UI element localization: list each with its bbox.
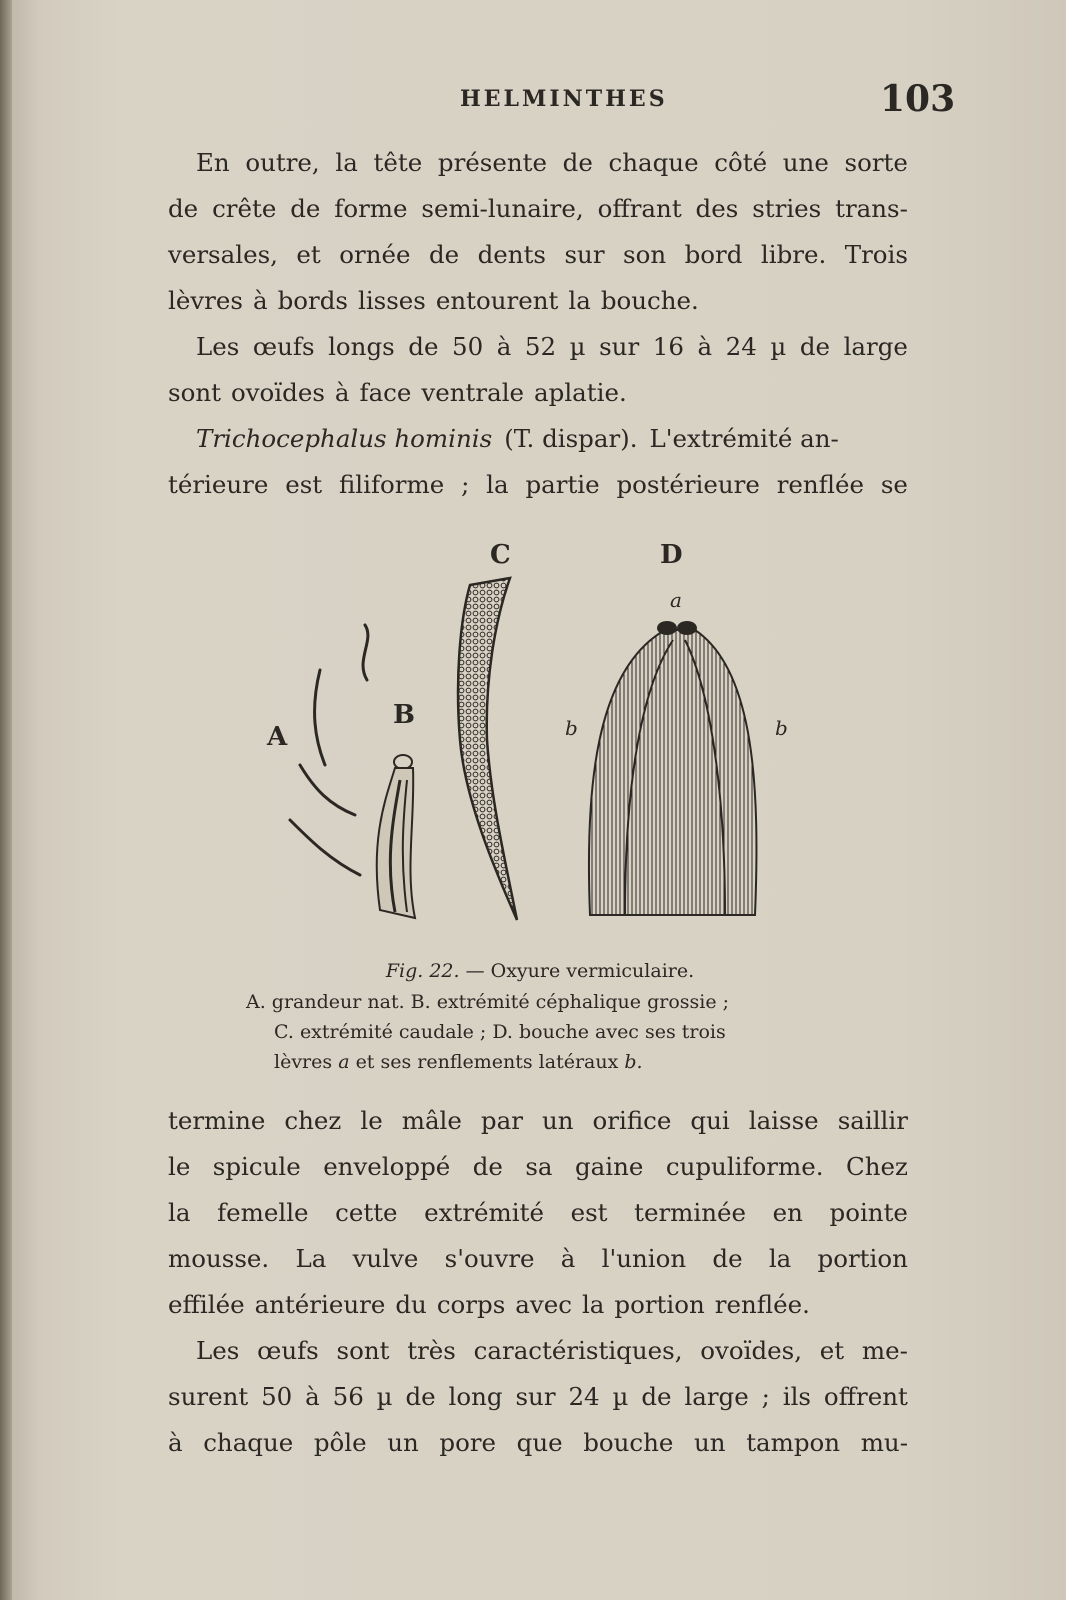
word: ventrale xyxy=(421,378,525,407)
word: une xyxy=(782,148,829,177)
word: stries xyxy=(752,194,822,223)
word: large xyxy=(843,332,908,361)
caption-title-line xyxy=(240,955,840,987)
word: µ xyxy=(569,332,586,361)
caption-line-3 xyxy=(240,1047,840,1077)
word: sur xyxy=(515,1382,556,1411)
word: semi-lunaire, xyxy=(421,194,584,223)
word: face xyxy=(359,378,412,407)
text-line xyxy=(168,462,908,508)
text-line xyxy=(168,1144,908,1190)
word: sont xyxy=(168,378,221,407)
word: la xyxy=(768,1244,792,1273)
word: de xyxy=(641,1382,672,1411)
word: en xyxy=(772,1198,803,1227)
figure-label-a: A xyxy=(267,722,288,752)
word: cupuliforme. xyxy=(665,1152,824,1181)
word: enveloppé xyxy=(323,1152,451,1181)
word: sa xyxy=(525,1152,553,1181)
word: l'union xyxy=(601,1244,687,1273)
caption-italic-a: a xyxy=(338,1051,350,1073)
word: entourent xyxy=(435,286,559,315)
word: surent xyxy=(168,1382,249,1411)
word: Les xyxy=(196,1336,240,1365)
word: de xyxy=(712,1244,743,1273)
word: femelle xyxy=(217,1198,309,1227)
word: termine xyxy=(168,1106,266,1135)
word: libre. xyxy=(760,240,827,269)
word: outre, xyxy=(245,148,320,177)
word: sorte xyxy=(844,148,908,177)
text-line xyxy=(168,232,908,278)
word: à xyxy=(252,286,268,315)
text-line xyxy=(168,1098,908,1144)
word: la xyxy=(168,1198,191,1227)
word: mâle xyxy=(401,1106,462,1135)
word: filiforme xyxy=(338,470,445,499)
word: pore xyxy=(439,1428,497,1457)
word: large xyxy=(684,1382,749,1411)
word: que xyxy=(516,1428,563,1457)
figure-caption xyxy=(240,955,840,1077)
word: 24 xyxy=(725,332,757,361)
word: très xyxy=(407,1336,456,1365)
page-number: 103 xyxy=(880,78,956,120)
word: ovoïdes, xyxy=(700,1336,802,1365)
word: de xyxy=(428,240,460,269)
word: 16 xyxy=(652,332,684,361)
word: versales, xyxy=(168,240,278,269)
word: à xyxy=(697,332,713,361)
caption-italic-b: b. xyxy=(624,1051,643,1073)
word: partie xyxy=(525,470,600,499)
word: pôle xyxy=(313,1428,367,1457)
word: et xyxy=(819,1336,845,1365)
word: à xyxy=(334,378,350,407)
caption-text: et ses renflements latéraux xyxy=(355,1051,619,1073)
word: chez xyxy=(284,1106,342,1135)
top-text-block xyxy=(168,140,908,508)
bottom-text-block xyxy=(168,1098,908,1466)
word: à xyxy=(560,1244,576,1273)
word: des xyxy=(695,194,739,223)
word: le xyxy=(360,1106,383,1135)
species-name: Trichocephalus hominis xyxy=(196,424,493,453)
figure-label-b: B xyxy=(393,700,415,730)
word: 24 xyxy=(568,1382,600,1411)
word: par xyxy=(480,1106,523,1135)
word: caractéristiques, xyxy=(473,1336,683,1365)
word: tête xyxy=(373,148,423,177)
word: sur xyxy=(564,240,605,269)
running-head: HELMINTHES xyxy=(460,86,668,112)
word: longs xyxy=(328,332,395,361)
word: saillir xyxy=(837,1106,908,1135)
word: µ xyxy=(612,1382,629,1411)
text-line xyxy=(168,1374,908,1420)
word: œufs xyxy=(257,1336,319,1365)
figure-label-d: D xyxy=(660,540,683,570)
word: œufs xyxy=(252,332,315,361)
word: de xyxy=(290,194,321,223)
text-line xyxy=(168,1328,908,1374)
word: un xyxy=(387,1428,419,1457)
word: cette xyxy=(335,1198,398,1227)
word: ils xyxy=(782,1382,811,1411)
word: portion xyxy=(817,1244,908,1273)
word: renflée. xyxy=(714,1290,810,1319)
word: aplatie. xyxy=(534,378,627,407)
word: 50 xyxy=(261,1382,293,1411)
text-line xyxy=(168,1236,908,1282)
word: postérieure xyxy=(616,470,760,499)
word: bouche xyxy=(583,1428,674,1457)
word: est xyxy=(285,470,323,499)
word: laisse xyxy=(748,1106,819,1135)
word: bords xyxy=(277,286,348,315)
word: crête xyxy=(212,194,277,223)
word: tampon xyxy=(746,1428,841,1457)
cephalic-extremity xyxy=(377,755,415,918)
word: trans- xyxy=(835,194,908,223)
word: long xyxy=(448,1382,503,1411)
text-line xyxy=(168,370,908,416)
figure-illustration xyxy=(255,540,815,940)
word: à xyxy=(305,1382,320,1411)
word: présente xyxy=(437,148,547,177)
text-line xyxy=(168,278,908,324)
word: 50 xyxy=(452,332,484,361)
figure-label-right-swelling: b xyxy=(775,716,788,740)
word: orifice xyxy=(592,1106,672,1135)
word: µ xyxy=(770,332,787,361)
word: térieure xyxy=(168,470,269,499)
figure-label-mouth: a xyxy=(670,588,682,612)
caption-title: — Oxyure vermiculaire. xyxy=(465,960,695,982)
word: et xyxy=(296,240,321,269)
word: corps xyxy=(436,1290,506,1319)
word: la xyxy=(486,470,509,499)
text-line xyxy=(168,1282,908,1328)
word: de xyxy=(472,1152,503,1181)
word: mu- xyxy=(860,1428,908,1457)
mouth-detail xyxy=(589,621,757,915)
word: forme xyxy=(334,194,408,223)
word: le xyxy=(168,1152,191,1181)
word: côté xyxy=(714,148,768,177)
word: ; xyxy=(761,1382,770,1411)
page-gutter xyxy=(0,0,12,1600)
word: à xyxy=(496,332,512,361)
word: la xyxy=(335,148,358,177)
word: ; xyxy=(461,470,470,499)
word: son xyxy=(623,240,667,269)
worm-natural-size xyxy=(290,625,368,875)
word: Trois xyxy=(844,240,908,269)
caption-line: A. grandeur nat. B. extrémité céphalique grossie ; xyxy=(246,991,730,1013)
word: 52 xyxy=(524,332,557,361)
word: ornée xyxy=(339,240,411,269)
word: avec xyxy=(515,1290,572,1319)
word: vulve xyxy=(352,1244,419,1273)
word: sur xyxy=(599,332,640,361)
word: chaque xyxy=(608,148,699,177)
caption-text: lèvres xyxy=(274,1051,333,1073)
word: un xyxy=(694,1428,726,1457)
word: lisses xyxy=(357,286,426,315)
word: chaque xyxy=(203,1428,294,1457)
word: mousse. xyxy=(168,1244,270,1273)
word: me- xyxy=(861,1336,908,1365)
word: de xyxy=(799,332,831,361)
word: de xyxy=(562,148,593,177)
word: effilée xyxy=(168,1290,245,1319)
word: offrant xyxy=(597,194,682,223)
caption-fig-label: Fig. 22. xyxy=(385,960,460,982)
caption-line: C. extrémité caudale ; D. bouche avec ses trois xyxy=(274,1021,726,1043)
figure-label-c: C xyxy=(490,540,511,570)
word: de xyxy=(168,194,199,223)
word: extrémité xyxy=(424,1198,544,1227)
word: la xyxy=(581,1290,605,1319)
word: offrent xyxy=(823,1382,908,1411)
word: de xyxy=(405,1382,436,1411)
word: renflée xyxy=(776,470,865,499)
word: se xyxy=(880,470,908,499)
species-text: L'extrémité an- xyxy=(649,424,839,453)
text-line xyxy=(168,140,908,186)
word: terminée xyxy=(634,1198,747,1227)
word: Les xyxy=(196,332,240,361)
word: qui xyxy=(690,1106,730,1135)
word: s'ouvre xyxy=(444,1244,535,1273)
figure-22 xyxy=(255,540,815,940)
word: Chez xyxy=(846,1152,908,1181)
word: bouche. xyxy=(600,286,699,315)
word: bord xyxy=(684,240,743,269)
caudal-extremity xyxy=(458,578,517,920)
word: antérieure xyxy=(254,1290,386,1319)
word: gaine xyxy=(575,1152,644,1181)
text-line xyxy=(168,186,908,232)
word: un xyxy=(541,1106,574,1135)
word: La xyxy=(295,1244,327,1273)
text-line xyxy=(168,1420,908,1466)
word: spicule xyxy=(212,1152,301,1181)
figure-label-left-swelling: b xyxy=(565,716,578,740)
word: est xyxy=(570,1198,608,1227)
word: sont xyxy=(336,1336,390,1365)
species-synonym: (T. dispar). xyxy=(504,424,638,453)
word: pointe xyxy=(829,1198,908,1227)
word: 56 xyxy=(332,1382,364,1411)
word: lèvres xyxy=(168,286,243,315)
word: à xyxy=(168,1428,183,1457)
word: µ xyxy=(376,1382,393,1411)
word: En xyxy=(196,148,230,177)
word: portion xyxy=(614,1290,705,1319)
word: du xyxy=(395,1290,427,1319)
word: dents xyxy=(477,240,546,269)
word: ovoïdes xyxy=(230,378,325,407)
text-line xyxy=(168,1190,908,1236)
word: la xyxy=(568,286,591,315)
species-line xyxy=(168,416,908,462)
word: de xyxy=(408,332,439,361)
text-line xyxy=(168,324,908,370)
